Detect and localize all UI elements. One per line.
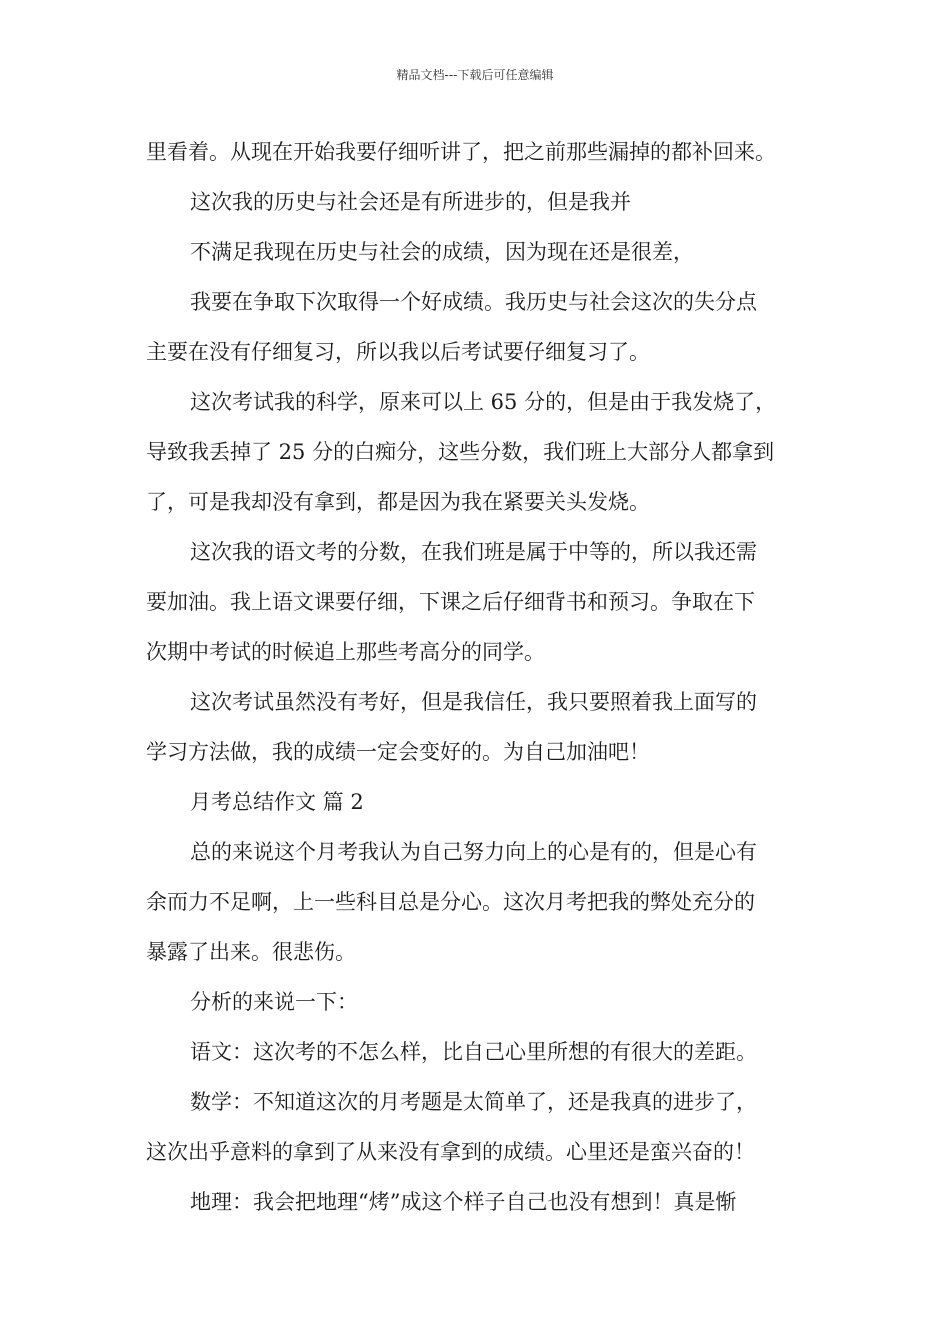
text-line: 要加油。我上语文课要仔细，下课之后仔细背书和预习。争取在下 — [146, 590, 755, 614]
text-line: 主要在没有仔细复习，所以我以后考试要仔细复习了。 — [146, 340, 650, 364]
text-line: 不满足我现在历史与社会的成绩，因为现在还是很差， — [190, 240, 694, 264]
document-body — [146, 127, 810, 1227]
text-line: 了，可是我却没有拿到，都是因为我在紧要关头发烧。 — [146, 490, 650, 514]
text-line: 这次我的语文考的分数，在我们班是属于中等的，所以我还需 — [190, 540, 757, 564]
text-line: 这次出乎意料的拿到了从来没有拿到的成绩。心里还是蛮兴奋的！ — [146, 1140, 755, 1164]
text-line: 这次考试虽然没有考好，但是我信任，我只要照着我上面写的 — [190, 690, 757, 714]
text-line: 里看着。从现在开始我要仔细听讲了，把之前那些漏掉的都补回来。 — [146, 140, 776, 164]
text-line: 我要在争取下次取得一个好成绩。我历史与社会这次的失分点 — [190, 290, 757, 314]
page-header: 精品文档---下载后可任意编辑 — [396, 68, 554, 82]
text-line: 次期中考试的时候追上那些考高分的同学。 — [146, 640, 545, 664]
text-line: 余而力不足啊，上一些科目总是分心。这次月考把我的弊处充分的 — [146, 890, 755, 914]
text-line: 这次我的历史与社会还是有所进步的，但是我并 — [190, 190, 631, 214]
text-line: 地理：我会把地理“烤”成这个样子自己也没有想到！真是惭 — [190, 1190, 737, 1214]
text-line: 这次考试我的科学，原来可以上 65 分的，但是由于我发烧了， — [190, 390, 777, 414]
text-line: 分析的来说一下： — [190, 990, 358, 1014]
text-line: 数学：不知道这次的月考题是太简单了，还是我真的进步了， — [190, 1090, 757, 1114]
text-line: 学习方法做，我的成绩一定会变好的。为自己加油吧！ — [146, 740, 650, 764]
text-line: 暴露了出来。很悲伤。 — [146, 940, 356, 964]
text-line: 语文：这次考的不怎么样，比自己心里所想的有很大的差距。 — [190, 1040, 757, 1064]
text-line: 导致我丢掉了 25 分的白痴分，这些分数，我们班上大部分人都拿到 — [146, 440, 775, 464]
text-line: 总的来说这个月考我认为自己努力向上的心是有的，但是心有 — [190, 840, 757, 864]
section-heading: 月考总结作文 篇 2 — [190, 790, 364, 814]
